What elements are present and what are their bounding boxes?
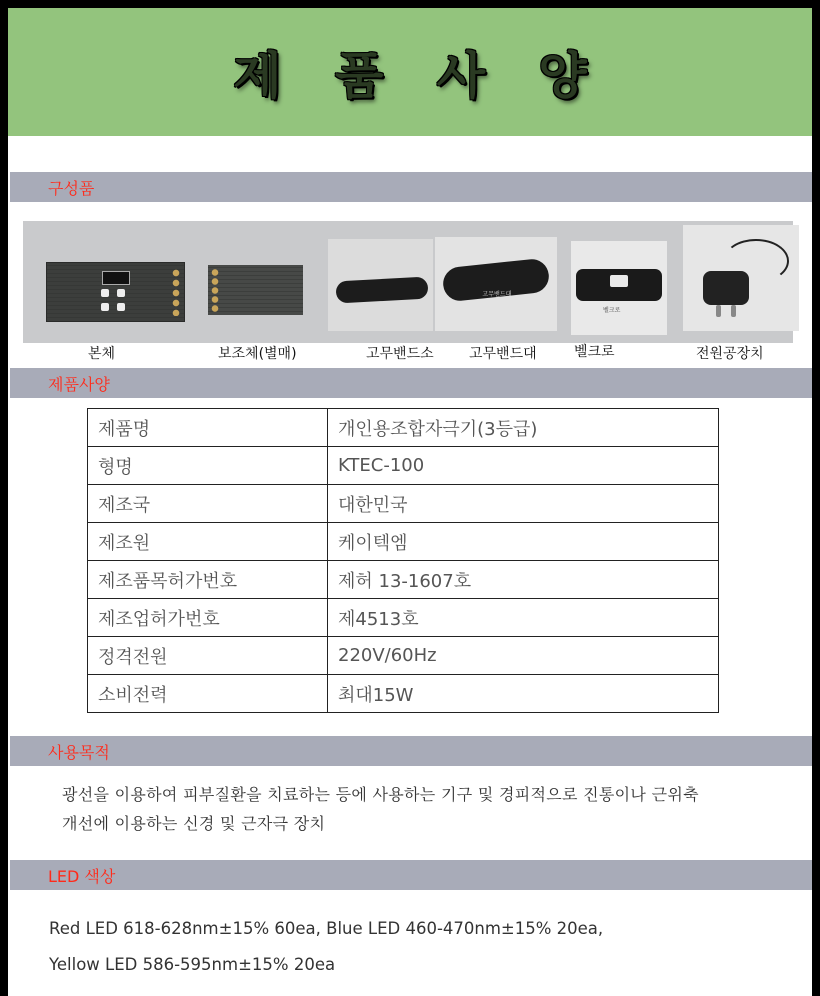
spec-key: 제품명 xyxy=(88,409,328,447)
spec-key: 제조원 xyxy=(88,523,328,561)
components-photo-strip xyxy=(23,221,793,343)
purpose-line: 광선을 이용하여 피부질환을 치료하는 등에 사용하는 기구 및 경피적으로 진통이나 근위축 xyxy=(62,785,699,804)
led-spec-line: Red LED 618-628nm±15% 60ea, Blue LED 460-470nm±15% 20ea, xyxy=(49,919,604,938)
spec-value: 케이텍엠 xyxy=(328,523,719,561)
table-row xyxy=(88,637,719,675)
spec-table xyxy=(87,408,719,713)
rubber-band-large-image xyxy=(435,237,557,331)
page-title: 제 품 사 양 xyxy=(233,47,605,105)
section-purpose-title: 사용목적 xyxy=(48,743,110,762)
rubber-band-small-image xyxy=(328,239,433,331)
table-row xyxy=(88,485,719,523)
power-adapter-image xyxy=(683,225,799,331)
spec-key: 소비전력 xyxy=(88,675,328,713)
velcro-image xyxy=(571,241,667,335)
caption-main-unit: 본체 xyxy=(88,346,116,362)
spec-key: 정격전원 xyxy=(88,637,328,675)
spec-value: 최대15W xyxy=(328,675,719,713)
table-row xyxy=(88,447,719,485)
table-row xyxy=(88,675,719,713)
caption-power-adapter: 전원공장치 xyxy=(696,346,764,362)
spec-key: 제조품목허가번호 xyxy=(88,561,328,599)
section-components-title: 구성품 xyxy=(48,179,95,198)
purpose-line: 개선에 이용하는 신경 및 근자극 장치 xyxy=(62,814,326,833)
section-spec xyxy=(10,368,812,398)
section-spec-title: 제품사양 xyxy=(48,375,110,394)
spec-value: 제4513호 xyxy=(328,599,719,637)
purpose-text xyxy=(62,780,802,838)
caption-band-small: 고무밴드소 xyxy=(366,346,434,362)
spec-page xyxy=(8,8,812,996)
spec-value: 대한민국 xyxy=(328,485,719,523)
main-unit-image xyxy=(46,262,185,322)
table-row xyxy=(88,561,719,599)
section-purpose xyxy=(10,736,812,766)
spec-value: 개인용조합자극기(3등급) xyxy=(328,409,719,447)
title-banner xyxy=(8,8,812,136)
spec-value: KTEC-100 xyxy=(328,447,719,485)
spec-key: 제조업허가번호 xyxy=(88,599,328,637)
velcro-tag: 벨크로 xyxy=(603,307,621,314)
section-led xyxy=(10,860,812,890)
table-row xyxy=(88,523,719,561)
sub-unit-image xyxy=(208,265,303,315)
section-components xyxy=(10,172,812,202)
rubber-band-large-tag: 고무밴드대 xyxy=(482,290,512,298)
spec-value: 220V/60Hz xyxy=(328,637,719,675)
table-row xyxy=(88,599,719,637)
table-row xyxy=(88,409,719,447)
spec-key: 제조국 xyxy=(88,485,328,523)
section-led-title: LED 색상 xyxy=(48,867,116,886)
caption-velcro: 벨크로 xyxy=(574,344,615,360)
spec-value: 제허 13-1607호 xyxy=(328,561,719,599)
led-spec-line: Yellow LED 586-595nm±15% 20ea xyxy=(49,955,336,974)
spec-key: 형명 xyxy=(88,447,328,485)
caption-band-large: 고무밴드대 xyxy=(469,346,537,362)
caption-sub-unit: 보조체(별매) xyxy=(218,346,297,362)
